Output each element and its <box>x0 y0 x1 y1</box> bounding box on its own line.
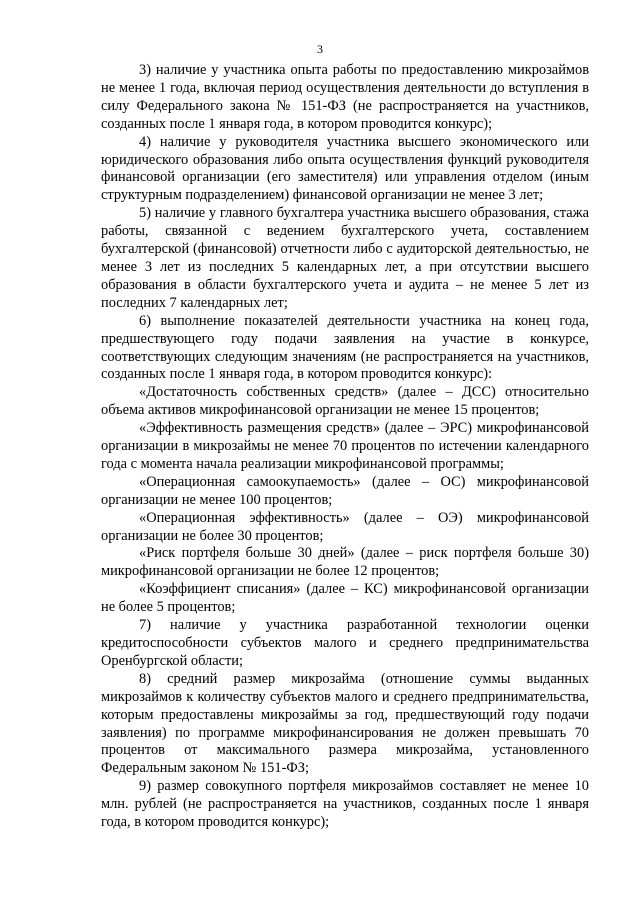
indicator-os: «Операционная самоокупаемость» (далее – ОС) микрофинансовой организации не менее 100 процентов; <box>101 473 589 508</box>
indicator-ers: «Эффективность размещения средств» (далее – ЭРС) микрофинансовой организации в микрозаймы не менее 70 процентов по истечении календарного года с момента начала реализации микрофинансовой программы; <box>101 420 589 472</box>
paragraph-item-6: 6) выполнение показателей деятельности участника на конец года, предшествующего году подачи заявления на участие в конкурсе, соответствующих следующим значениям (не распространяется на участников, созданных после 1 января года, в котором проводится конкурс): <box>101 312 589 383</box>
paragraph-item-3: 3) наличие у участника опыта работы по предоставлению микрозаймов не менее 1 года, включая период осуществления деятельности до вступления в силу Федерального закона № 151-ФЗ (не распространяется на участников, созданных после 1 января года, в котором проводится конкурс); <box>101 62 589 132</box>
paragraph-item-5: 5) наличие у главного бухгалтера участника высшего образования, стажа работы, связанной с ведением бухгалтерского учета, составлением бухгалтерской (финансовой) отчетности либо с аудиторской деятельностью, не менее 3 лет из последних 5 календарных лет, а при отсутствии высшего образования в области бухгалтерского учета и аудита – не менее 5 лет из последних 7 календарных лет; <box>101 205 589 311</box>
page-number: 3 <box>317 42 323 56</box>
indicator-oe: «Операционная эффективность» (далее – ОЭ) микрофинансовой организации не более 30 процентов; <box>101 509 589 544</box>
paragraph-item-4: 4) наличие у руководителя участника высшего экономического или юридического образования либо опыта осуществления функций руководителя финансовой организации (его заместителя) или управления отделом (иным структурным подразделением) финансовой организации не менее 3 лет; <box>101 133 589 204</box>
paragraph-item-8: 8) средний размер микрозайма (отношение суммы выданных микрозаймов к количеству субъектов малого и среднего предпринимательства, которым предоставлены микрозаймы за год, предшествующий году подачи заявления) по программе микрофинансирования не должен превышать 70 процентов от максимального размера микрозайма, установленного Федеральным законом № 151-ФЗ; <box>101 670 589 777</box>
indicator-ks: «Коэффициент списания» (далее – КС) микрофинансовой организации не более 5 процентов; <box>101 581 589 616</box>
paragraph-item-7: 7) наличие у участника разработанной технологии оценки кредитоспособности субъектов малого и среднего предпринимательства Оренбургской области; <box>101 617 589 669</box>
document-body <box>101 62 589 832</box>
indicator-portfolio-risk: «Риск портфеля больше 30 дней» (далее – риск портфеля больше 30) микрофинансовой организации не более 12 процентов; <box>101 545 589 580</box>
indicator-dss: «Достаточность собственных средств» (далее – ДСС) относительно объема активов микрофинансовой организации не менее 15 процентов; <box>101 384 589 419</box>
paragraph-item-9: 9) размер совокупного портфеля микрозаймов составляет не менее 10 млн. рублей (не распространяется на участников, созданных после 1 января года, в котором проводится конкурс); <box>101 778 589 831</box>
